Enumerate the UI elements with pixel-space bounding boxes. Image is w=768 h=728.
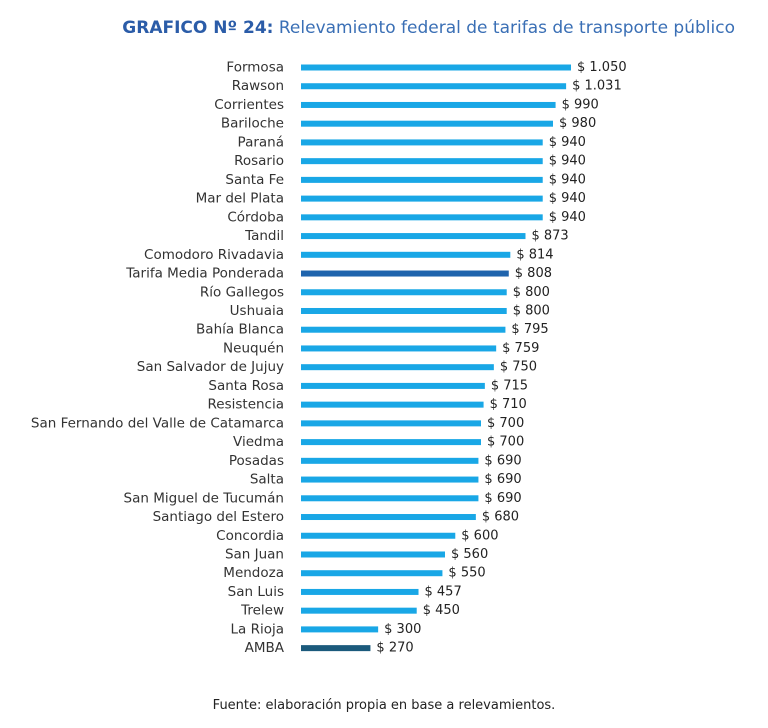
- category-label: Río Gallegos: [199, 284, 284, 301]
- value-label: $ 1.050: [577, 60, 627, 75]
- category-label: Tarifa Media Ponderada: [126, 265, 284, 282]
- bar: [301, 214, 543, 220]
- chart-title-text: Relevamiento federal de tarifas de transporte público: [278, 18, 735, 38]
- category-label: Ushuaia: [229, 302, 284, 319]
- bar: [301, 139, 543, 145]
- bar: [301, 65, 571, 71]
- bar: [301, 589, 419, 595]
- bar: [301, 477, 478, 483]
- value-label: $ 690: [484, 490, 522, 506]
- bar: [301, 252, 510, 258]
- category-label: Corrientes: [214, 96, 284, 113]
- category-label: AMBA: [244, 640, 284, 657]
- value-label: $ 800: [512, 303, 550, 319]
- category-label: San Juan: [224, 546, 284, 563]
- category-label: Paraná: [237, 134, 284, 151]
- category-label: Bariloche: [220, 115, 284, 132]
- bar: [301, 383, 485, 389]
- bar: [301, 177, 543, 183]
- bar: [301, 626, 378, 632]
- value-label: $ 690: [484, 472, 522, 488]
- value-label: $ 600: [461, 528, 499, 544]
- bar: [301, 308, 507, 314]
- value-label: $ 270: [376, 640, 414, 656]
- category-label: Rawson: [231, 78, 284, 95]
- value-label: $ 700: [487, 415, 525, 431]
- value-label: $ 680: [481, 509, 520, 525]
- bar: [301, 458, 478, 464]
- category-label: Bahía Blanca: [196, 321, 284, 338]
- bar: [301, 327, 505, 333]
- value-label: $ 457: [424, 584, 462, 600]
- bar: [301, 289, 507, 295]
- category-label: La Rioja: [230, 621, 284, 638]
- category-label: San Fernando del Valle de Catamarca: [30, 415, 284, 432]
- bar: [301, 514, 476, 520]
- value-label: $ 795: [511, 322, 549, 338]
- category-label: Rosario: [234, 153, 284, 170]
- category-label: Mendoza: [223, 565, 284, 582]
- category-label: Salta: [249, 471, 284, 488]
- value-label: $ 750: [499, 359, 538, 375]
- value-label: $ 940: [548, 209, 586, 225]
- bar: [301, 83, 566, 89]
- bar: [301, 551, 445, 557]
- bar: [301, 233, 525, 239]
- value-label: $ 940: [548, 134, 586, 150]
- source-note: Fuente: elaboración propia en base a relevamientos.: [212, 698, 556, 713]
- bar: [301, 102, 556, 108]
- value-label: $ 690: [484, 453, 522, 469]
- value-label: $ 710: [489, 397, 527, 413]
- bar: [301, 158, 543, 164]
- value-label: $ 800: [512, 284, 550, 300]
- category-label: Mar del Plata: [195, 190, 284, 207]
- category-label: Concordia: [216, 527, 284, 544]
- category-label: Tandil: [245, 228, 284, 245]
- value-label: $ 808: [514, 266, 552, 282]
- category-label: Trelew: [241, 602, 284, 619]
- value-label: $ 550: [448, 565, 486, 581]
- category-label: Posadas: [228, 452, 284, 469]
- value-label: $ 990: [561, 97, 599, 113]
- category-label: San Salvador de Jujuy: [136, 359, 284, 376]
- chart-title-prefix: GRAFICO Nº 24:: [122, 18, 274, 38]
- bar: [301, 495, 478, 501]
- category-label: San Miguel de Tucumán: [123, 490, 284, 507]
- value-label: $ 715: [490, 378, 529, 394]
- value-label: $ 873: [531, 228, 569, 244]
- bar: [301, 364, 494, 370]
- category-label: Comodoro Rivadavia: [144, 246, 284, 263]
- bar: [301, 121, 553, 127]
- value-label: $ 980: [559, 116, 597, 132]
- value-label: $ 814: [516, 247, 554, 263]
- value-label: $ 1.031: [572, 78, 622, 94]
- value-label: $ 940: [548, 172, 586, 188]
- bar: [301, 345, 496, 351]
- category-label: Viedma: [233, 434, 284, 451]
- bar: [301, 533, 455, 539]
- value-label: $ 300: [384, 621, 422, 637]
- bar: [301, 271, 509, 277]
- category-label: Santa Fe: [225, 171, 284, 188]
- category-label: Córdoba: [227, 209, 284, 226]
- category-label: Formosa: [226, 59, 284, 76]
- value-label: $ 940: [548, 191, 586, 207]
- category-label: Resistencia: [207, 396, 284, 413]
- category-label: Santiago del Estero: [152, 509, 284, 526]
- value-label: $ 940: [548, 153, 586, 169]
- bar: [301, 608, 417, 614]
- category-label: Neuquén: [223, 340, 284, 357]
- category-label: Santa Rosa: [208, 377, 284, 394]
- bar: [301, 645, 370, 651]
- bar: [301, 570, 442, 576]
- value-label: $ 759: [502, 340, 540, 356]
- bar: [301, 439, 481, 445]
- value-label: $ 560: [451, 546, 489, 562]
- category-label: San Luis: [227, 583, 284, 600]
- value-label: $ 450: [422, 603, 460, 619]
- value-label: $ 700: [487, 434, 525, 450]
- bar: [301, 420, 481, 426]
- bar: [301, 196, 543, 202]
- bar: [301, 402, 484, 408]
